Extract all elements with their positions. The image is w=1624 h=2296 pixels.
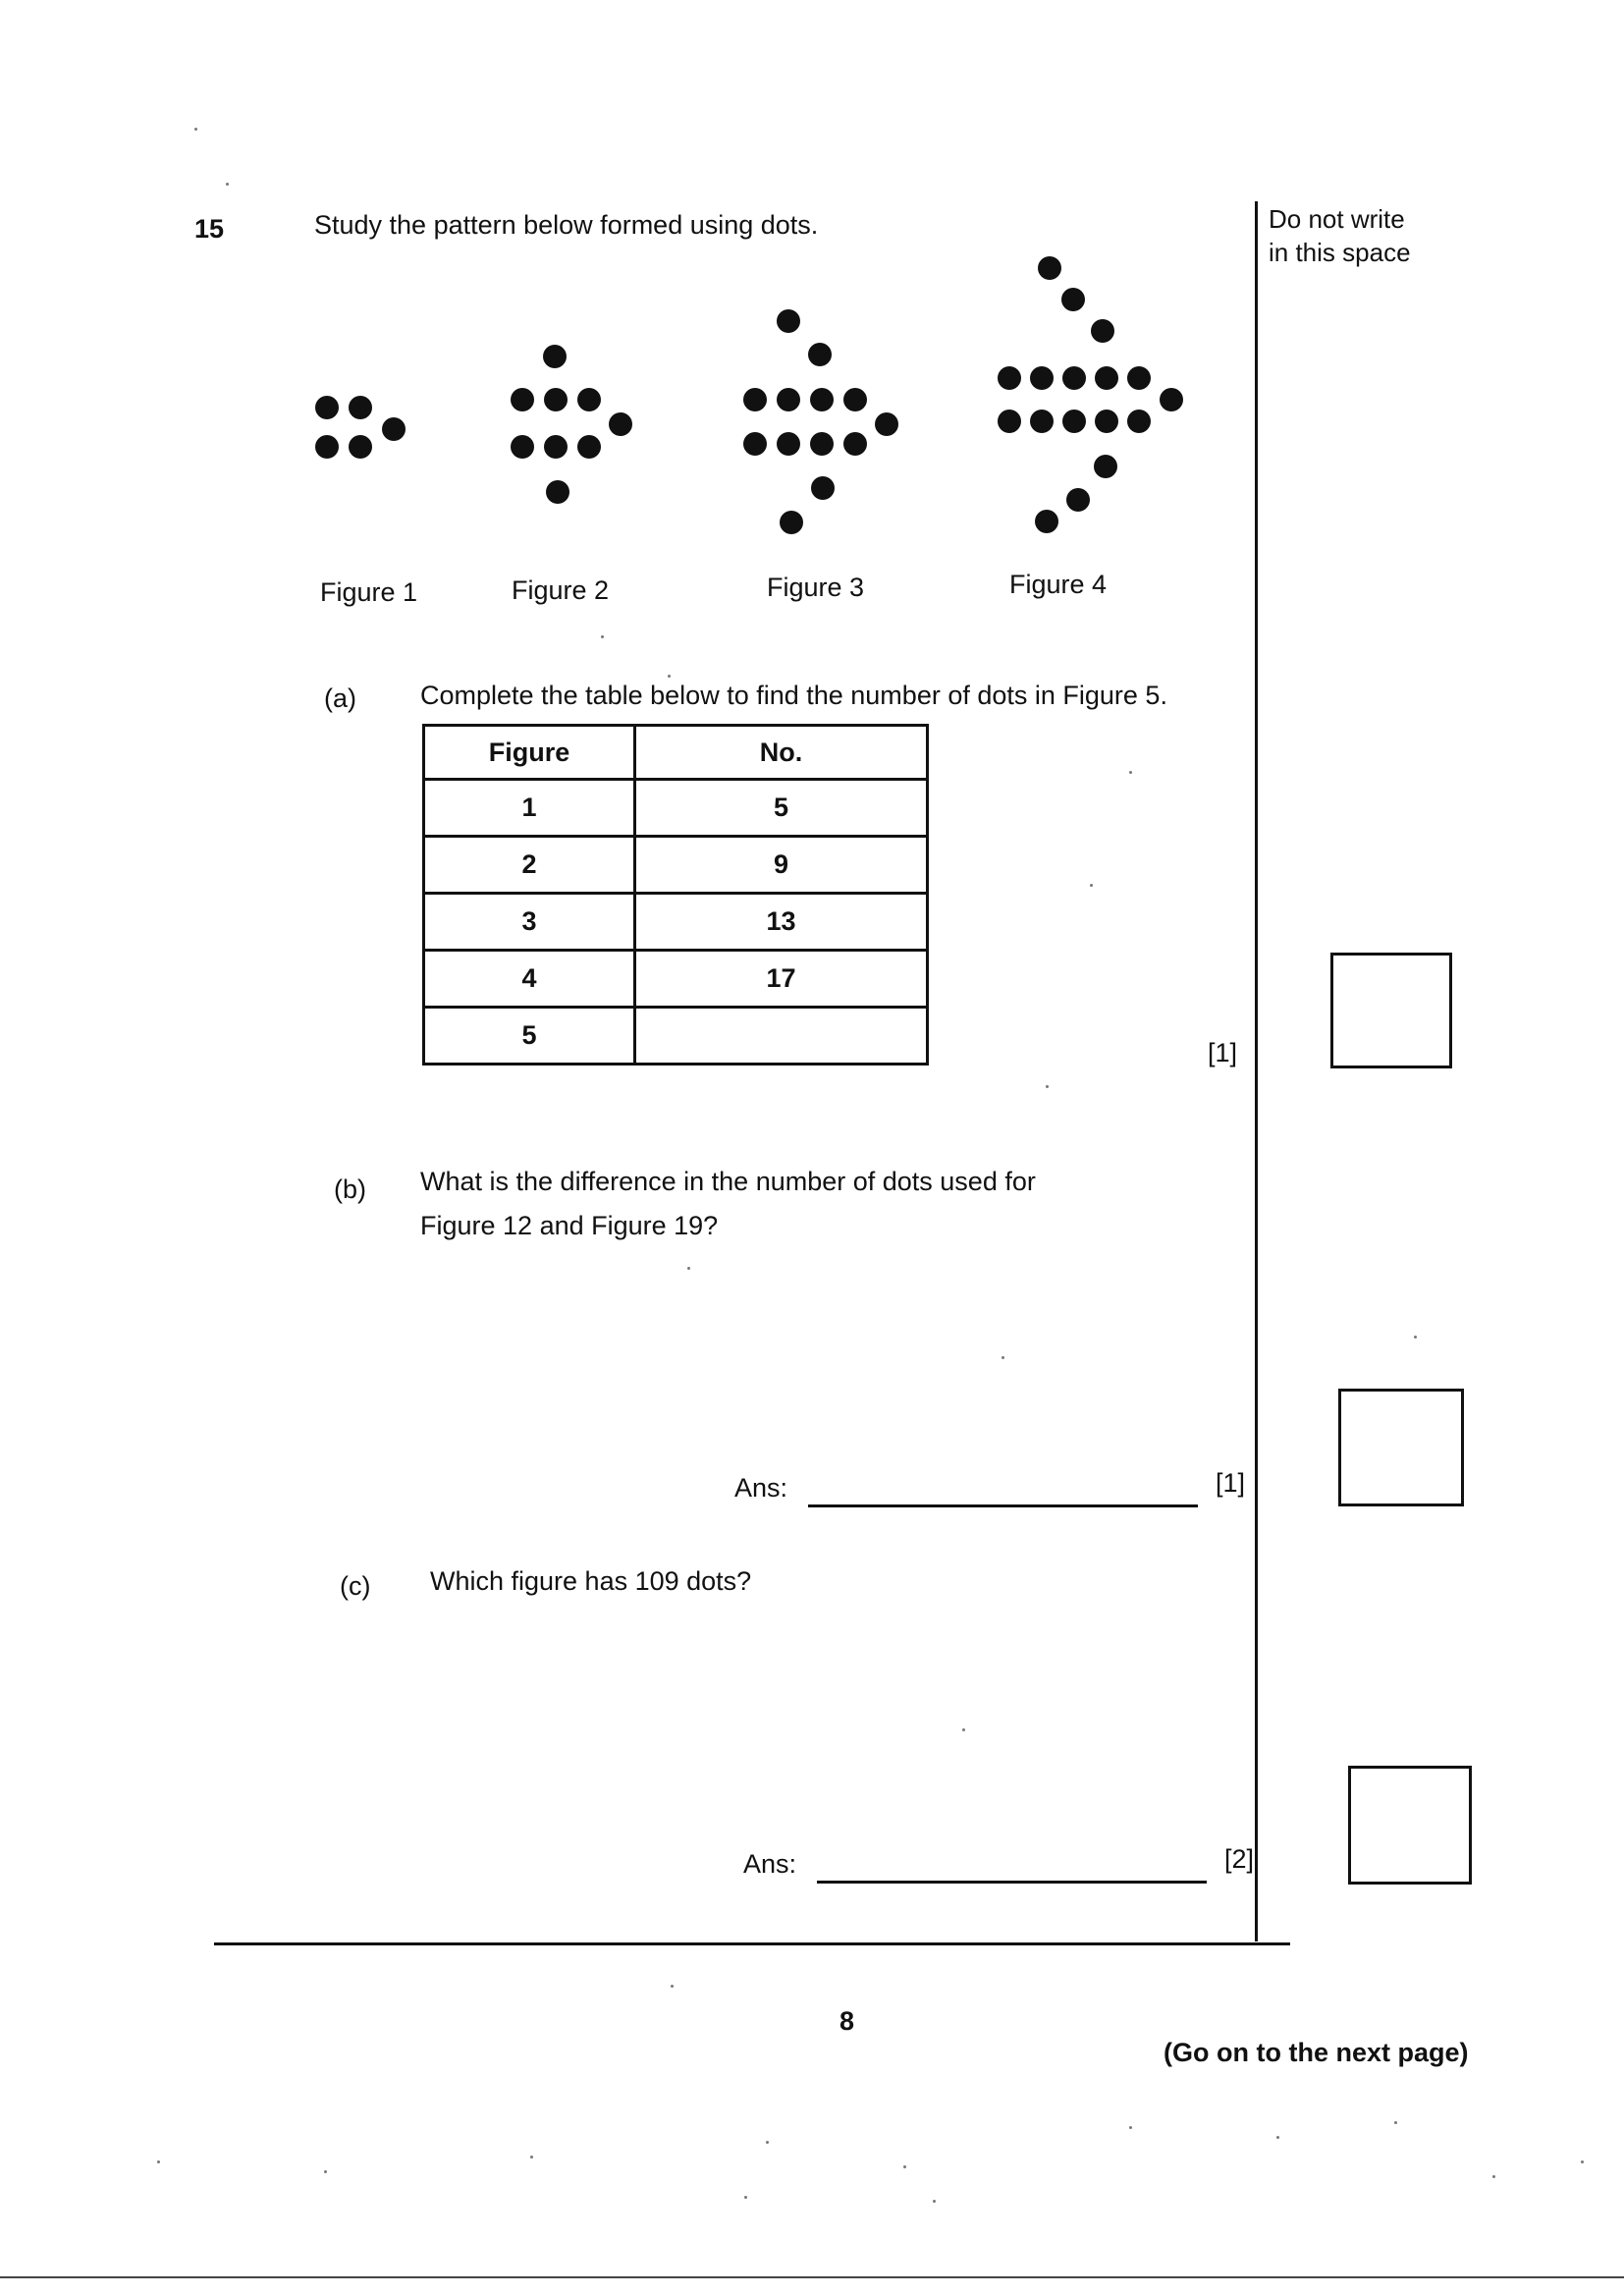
table-cell-answer-input[interactable] <box>635 1008 928 1065</box>
margin-note <box>1269 202 1411 269</box>
figure-2-label: Figure 2 <box>512 575 610 605</box>
continue-note: (Go on to the next page) <box>1164 2038 1469 2067</box>
figure-1-label: Figure 1 <box>320 577 418 607</box>
table-cell-figure: 4 <box>424 951 635 1008</box>
question-number: 15 <box>194 214 225 244</box>
part-b-marks: [1] <box>1216 1468 1246 1498</box>
part-b-mark-box <box>1338 1389 1464 1506</box>
part-b-letter: (b) <box>334 1175 366 1204</box>
part-a-text: Complete the table below to find the number of dots in Figure 5. <box>420 681 1167 710</box>
table-cell-number: 17 <box>635 951 928 1008</box>
margin-note-line-1: Do not write <box>1269 204 1405 234</box>
part-b-text-line-2: Figure 12 and Figure 19? <box>420 1211 719 1240</box>
table-cell-number: 13 <box>635 894 928 951</box>
table-cell-number: 5 <box>635 780 928 837</box>
part-b-answer-line[interactable] <box>808 1504 1198 1507</box>
table-cell-number: 9 <box>635 837 928 894</box>
table-row <box>424 780 928 837</box>
part-c-answer-line[interactable] <box>817 1881 1207 1884</box>
part-a-mark-box <box>1330 953 1452 1068</box>
table-header-row <box>424 726 928 780</box>
table-row <box>424 894 928 951</box>
part-c-answer-label: Ans: <box>743 1849 797 1879</box>
table-cell-figure: 3 <box>424 894 635 951</box>
table-cell-figure: 2 <box>424 837 635 894</box>
part-c-marks: [2] <box>1224 1844 1255 1874</box>
table-row <box>424 951 928 1008</box>
page-edge <box>0 2276 1624 2278</box>
figure-4-dots <box>998 256 1183 533</box>
table-header-figure: Figure <box>424 726 635 780</box>
question-stem: Study the pattern below formed using dots. <box>314 210 819 240</box>
page-number: 8 <box>839 2006 855 2036</box>
margin-rule <box>1255 201 1258 1941</box>
part-a-marks: [1] <box>1208 1038 1238 1067</box>
table-header-number: No. <box>635 726 928 780</box>
table-row <box>424 837 928 894</box>
margin-note-line-2: in this space <box>1269 238 1411 267</box>
part-c-letter: (c) <box>340 1571 371 1601</box>
part-b-text-line-1: What is the difference in the number of dots used for <box>420 1167 1036 1196</box>
figure-2-dots <box>511 345 632 504</box>
figure-3-label: Figure 3 <box>767 573 865 602</box>
figure-4-label: Figure 4 <box>1009 570 1108 599</box>
part-c-text: Which figure has 109 dots? <box>430 1566 752 1596</box>
figure-3-dots <box>743 309 898 534</box>
table-row <box>424 1008 928 1065</box>
dot-pattern-figures <box>295 241 1198 555</box>
figure-1-dots <box>315 396 406 459</box>
part-c-mark-box <box>1348 1766 1472 1885</box>
table-cell-figure: 1 <box>424 780 635 837</box>
part-a-letter: (a) <box>324 683 356 713</box>
part-b-answer-label: Ans: <box>734 1473 788 1503</box>
table-cell-figure: 5 <box>424 1008 635 1065</box>
bottom-rule <box>214 1942 1290 1945</box>
dots-table <box>422 724 929 1066</box>
